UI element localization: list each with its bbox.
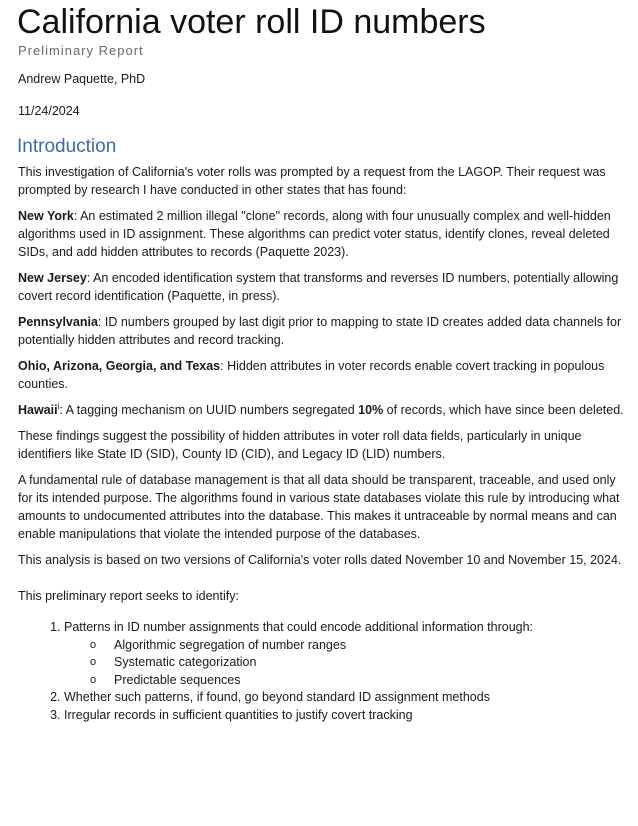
finding-label: New York [18, 209, 74, 223]
database-rule-paragraph: A fundamental rule of database management is that all data should be transparent, traceable, and used only for its intended purpose. The algorithms found in various state databases violate this rule by introducing what amounts to undocumented attributes into the database. This makes it untraceable by normal means and can enable manipulations that violate the intended purpose of the databases. [18, 473, 620, 541]
list-item: 3. Irregular records in sufficient quantities to justify covert tracking [64, 707, 624, 725]
bullet-icon: o [90, 656, 97, 668]
finding-text: : ID numbers grouped by last digit prior to mapping to state ID creates added data channels for potentially hidden attributes and record tracking. [18, 315, 622, 347]
sub-list-item: o Algorithmic segregation of number ranges [90, 637, 624, 655]
list-item-text: Patterns in ID number assignments that could encode additional information through: [64, 620, 534, 634]
finding-ohio-arizona-georgia-texas [18, 357, 624, 393]
document-body [18, 163, 624, 724]
finding-hawaii [18, 401, 624, 419]
finding-label: Ohio, Arizona, Georgia, and Texas [18, 359, 221, 373]
finding-text: : A tagging mechanism on UUID numbers segregated [59, 403, 359, 417]
finding-percent: 10% [358, 403, 384, 417]
author-name: Andrew Paquette, PhD [18, 72, 146, 86]
finding-label: Hawaii [18, 403, 58, 417]
finding-text: : Hidden attributes in voter records enable covert tracking in populous counties. [18, 359, 605, 391]
finding-pennsylvania [18, 313, 624, 349]
section-heading-introduction: Introduction [17, 136, 117, 157]
finding-new-jersey [18, 269, 624, 305]
finding-text: : An estimated 2 million illegal "clone" records, along with four unusually complex and well-hidden algorithms used in ID assignment. These algorithms can predict voter status, identify clones, reveal deleted SIDs, and add hidden attributes to records (Paquette 2023). [18, 209, 611, 259]
list-item [64, 619, 624, 689]
sub-list [64, 637, 624, 690]
sub-list-item: o Predictable sequences [90, 672, 624, 690]
report-goals-list [18, 619, 624, 724]
findings-summary-paragraph: These findings suggest the possibility of hidden attributes in voter roll data fields, particularly in unique identifiers like State ID (SID), County ID (CID), and Legacy ID (LID) numbers. [18, 429, 582, 461]
intro-paragraph: This investigation of California's voter rolls was prompted by a request from the LAGOP. Their request was prompted by research I have conducted in other states that has found: [18, 165, 606, 197]
analysis-basis-paragraph: This analysis is based on two versions of California's voter rolls dated November 10 and November 15, 2024. [18, 553, 622, 567]
finding-text: of records, which have since been deleted. [383, 403, 624, 417]
report-date: 11/24/2024 [18, 104, 80, 118]
footnote-marker[interactable]: i [57, 401, 60, 411]
document-title: California voter roll ID numbers [17, 3, 486, 41]
finding-text: : An encoded identification system that transforms and reverses ID numbers, potentially allowing covert record identification (Paquette, in press). [18, 271, 619, 303]
sub-list-item: o Systematic categorization [90, 654, 624, 672]
document-subtitle: Preliminary Report [18, 43, 144, 58]
list-item: 2. Whether such patterns, if found, go beyond standard ID assignment methods [64, 689, 624, 707]
finding-label: Pennsylvania [18, 315, 98, 329]
finding-label: New Jersey [18, 271, 87, 285]
bullet-icon: o [90, 673, 97, 686]
report-goals-intro: This preliminary report seeks to identify: [18, 589, 239, 603]
bullet-icon: o [90, 638, 97, 651]
finding-new-york [18, 207, 624, 261]
